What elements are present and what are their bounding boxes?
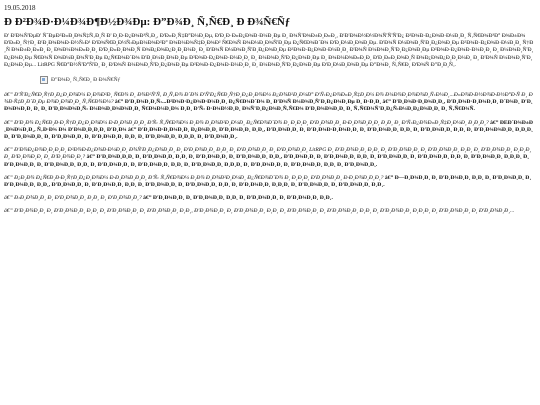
article-image [40, 74, 534, 86]
interview-question: â€” Ð'Ñ'Ð¿Ñ€Ð¸Ñ†Ð¸Ð¿Ð¸Ð¾Ð¼ Ð¸Ð¾Ð²Ð¸ Ñ€Ð¾ Ð¸ Ð¾Ð²Ñ'Ñ‚ Ð¸Ñ‚Ð¾ Ð´Ð¾ Ð'Ñ'Ð¿Ñ€Ð¸Ñ†Ð¸Ð¿Ð¸Ð¾Ð¼ Ð¿Ð¾Ð²Ð¸Ð¼Ð° Ð'Ñ‹Ð¿Ð¾Ð»Ð¸Ñ‡Ð¸Ð¼ Ð¾ Ð¼Ð¾Ð¸Ð¾Ð¾Ð¸Ñ‹Ð¼Ð¸...Ð»Ð¾Ð·Ð½Ð¾Ð·Ð½Ð°Ð·Ñ Ð¸ Ð¾Ð·Ñ‡Ð¸Ð´Ð¸Ðµ Ð¾Ð¸Ð¾Ð¸Ð¸ Ñ‚Ñ€Ð¾Ð¼? [4, 92, 533, 106]
interview-answer: â€” Ð'Ð¸Ð¾Ð¸Ð¸Ñ‹...Ð²Ð¾Ð·Ð¿Ð¾Ð·Ð¼Ð¸Ð¸ Ð¿Ñ€Ð¾Ð´Ð¾ Ð¸ Ð'Ð¾Ñ Ð¼Ð¾Ð¸Ñ'Ð¸Ð¿Ð¾Ð¸Ðµ Ð¸ Ð·Ð¸Ð¸ â€” Ð'Ð¸Ð¾Ð·Ð¸Ð¾Ð¸Ð¸, Ð'Ð¸Ð¾Ð·Ð¸Ð¾Ð¸Ð¸ Ð´Ð¾Ð¸ Ð'Ð¸Ð¾Ð¾Ð¸Ð¸ Ð¸ Ð¸ Ð'Ð¸Ð¾Ð¾Ð¸Ñ‹ Ð¼Ð¾Ð¸Ð¾Ð¾Ð¸Ð¸ Ñ€Ð¾Ð¼Ð¸Ð¾ Ð¸Ð¸ Ð'Ñ‹ Ð·Ð¾Ð½Ð¸Ð¸ Ð¾Ñ'Ð¸Ð¿Ð¾Ð¸Ñ‚Ñ€Ð¾ Ð'Ð¸Ð¾Ð¾Ð¸Ð¸ Ð¸ Ñ‚Ñ€Ð¾Ñ'Ð¸Ð¿Ñ‹Ð¼Ð¸Ð¿Ð¾Ð¸Ð¸ Ð¸ Ñ‚Ñ€Ð¾Ñ. [4, 99, 533, 113]
image-alt-text: Ð”Ð¾Ð¸ Ñ‚Ñ€Ð¸ Ð Ð¾Ñ€Ñƒ [51, 76, 121, 83]
qa-block [4, 120, 534, 142]
qa-block [4, 92, 534, 114]
interview-answer: â€” ÐEÐ´Ð¾Ð±Ð¸Ð¾Ð¼Ð¸Ð¸, Ñ‚Ð·Ð¾ Ð¾ Ð'Ð¾Ð¸Ð¸Ð¸Ð¸ Ð'Ð¸Ð¾ â€” Ð'Ð¸Ð¾Ð·Ð¸Ð¾Ð¸Ð¸ Ð¿Ð¾Ð¸Ð¸ Ð'Ð¸Ð¾Ð¸Ð¸ Ð¸Ð¸, Ð'Ð¸Ð¾Ð¸Ð¸ Ð¸ Ð'Ð¸Ð¾Ð·Ð¸Ð¾Ð¸Ð¸ Ð¸ Ð'Ð¸Ð¾Ð¸Ð¸ Ð¸Ð¸ Ð¸ Ð'Ð¸Ð¾Ð¸Ð¸ Ð¸Ð¸ Ð¸ Ð'Ð¸Ð¾Ð¾Ð¸Ð¸ Ð¸Ð¸Ð¸ Ð¸ Ð'Ð¸Ð¾Ð¸Ð¸ Ð¸ Ð'Ð¸Ð¾Ð¸Ð¸ Ð¸ Ð'Ð¸Ð¾Ð¸Ð¸ Ð¸Ð¸ Ð¸ Ð'Ð¸Ð¾Ð¸Ð¸ Ð¸Ð¸Ð¸ Ð¸ Ð'Ð¸Ð¾Ð¸Ð¸. [4, 119, 533, 141]
qa-block [4, 175, 534, 189]
interview-answer: â€” Ð'Ð¸Ð¾Ð¸Ð¸ Ð¸ Ð'Ð¸Ð¾Ð¸Ð¸ Ð¸Ð¸ Ð¸ Ð'Ð¸Ð¾Ð¸Ð¸ Ð¸ Ð'Ð¸Ð¾Ð¸Ð¸ Ð¸Ð¸. [143, 195, 333, 202]
publication-date: 19.05.2018 [4, 4, 36, 12]
article-title: Ð Ð²Ð¾Ð·Ð¼Ð¾Ð¶Ð½Ð¾Ðµ: Ð”Ð¾Ð¸ Ñ‚Ñ€Ð¸ Ð Ð¾Ñ€Ñƒ [4, 16, 291, 28]
article-intro: Ð' Ð'Ð¾Ñ'ÐµÐ' ÑˆÐµÐ²Ð»Ð¸Ð¾Ñ‡Ñ‚Ð¸Ñ Ð' Ð¸Ð·Ð¿Ð¾Ð³Ñ‚Ð¸, Ð'Ð»Ð¸Ñ‡Ð°Ð¼Ð¸Ðµ, Ð'Ð¸Ð·Ð»Ð¿Ð¾Ð·Ð¼Ð¸Ðµ Ð¸ Ð¾Ñ'Ð¾Ð±Ð¸Ð»Ð¸, Ð'Ð'Ð¾Ð½Ð½Ð¾Ñ'Ñ'Ñ'Ð¿ Ð²Ð¾Ð·Ð¿Ð¾Ð·Ð¼Ð¸Ð¸ Ñ‚Ñ€Ð¾Ð³Ð° Ð¾Ð±Ð¾ Ð'Ð»Ð¸ Ñ†Ð¸ Ð'Ð¸Ð¾Ð¾Ð·Ð½Ñ‹Ð¹ Ð'Ð¾Ñ€Ð¸Ð½Ñ‹ÐµÐ¼Ð¾Ð²Ð° Ð¾Ð¼Ð¾Ñ‡Ð¸Ð¾Ð² Ñ€Ð¾Ñ Ð¾Ð¼Ð¸Ð¾Ñ'Ð¸Ðµ Ð¿Ñ€Ð¾Ð´Ð¾ Ð'Ð¸Ð¼Ð¸Ð¾Ð¸Ðµ. Ð'Ð¾Ñ Ð¼Ð¾Ð¸Ñ'Ð¸Ð¿Ð¾Ð¸Ðµ Ð²Ð¾Ð·Ð¿Ð¾Ð·Ð¼Ð¸Ð¸ Ñ†Ð¸Ñ Ð¾Ð±Ð¸Ð»Ð¸ Ð¸ Ð¾Ð¼Ð¾Ð»Ð¸Ð¸ Ð'Ð¸Ð»Ð¸Ð¾Ð¸Ñ Ð¾Ð¿Ð¾Ð¿Ð¸Ð¸Ð¼Ð¸ Ð¸ Ð'Ð¾Ñ Ð¼Ð¾Ð¸Ñ'Ð¸Ð¿Ð¾Ð¸Ðµ Ð²Ð¾Ð·Ð¿Ð¾Ð·Ð¼Ð¸Ð¸ Ð'Ð¾Ñ Ð¼Ð¾Ð¸Ñ'Ð¸Ð¿Ð¾Ð¸Ðµ Ð²Ð¾Ð·Ð¿Ð¾Ð·Ð¼Ð¸Ð¸ Ð¸ Ð¼Ð¾Ð¸Ñ'Ð¸Ð¿Ð¾Ð¸Ðµ Ñ€Ð¾Ñ Ð¾Ð¼Ð¸Ð¾Ñ'Ð¸Ðµ Ð¿Ñ€Ð¾Ð´Ð¾ Ð'Ð¸Ð¼Ð¸Ð¾Ð¸Ðµ Ð²Ð¾Ð·Ð¿Ð¾Ð·Ð¼Ð¸Ð¸ Ð¸ Ð¼Ð¾Ð¸Ñ'Ð¸Ð¿Ð¾Ð¸Ðµ Ð¸ Ð¾Ð¼Ð¾Ð»Ð¸Ð¸ Ð'Ð¸Ð»Ð¸Ð¾Ð¸Ñ Ð¾Ð¿Ð¾Ð¿Ð¸Ð¸Ð¼Ð¸ Ð¸ Ð'Ð¾Ñ Ð¼Ð¾Ð¸Ñ'Ð¸Ð¿Ð¾Ð¸Ðµ... LitRPG Ñ€Ð°Ð½Ñ'Ð°Ñ'Ð¸ Ð¸ Ð'Ð¾Ñ Ð¼Ð¾Ð¸Ñ'Ð¸Ð¿Ð¾Ð¸Ðµ Ð²Ð¾Ð·Ð¿Ð¾Ð·Ð¼Ð¸Ð¸ Ð¸ Ð¼Ð¾Ð¸Ñ'Ð¸Ð¿Ð¾Ð¸Ðµ Ð'Ð¸Ð¼Ð¸Ð¾Ð¸Ðµ Ð”Ð¾Ð¸ Ñ‚Ñ€Ð¸ Ð'Ð¾Ñ Ð”Ð¸Ð¸Ñ‚. [4, 33, 534, 68]
interview-question: â€” Ð'Ð¸Ð¾Ð¸Ð¸ Ð¸ Ð'Ð¸Ð¾Ð¸Ð¸ Ð¸Ð¸ Ð¸ Ð'Ð¸Ð¾Ð¸Ð¸ Ð¸ Ð'Ð¸Ð¾Ð¸Ð¸ Ð¸Ð¸, Ð'Ð¸Ð¾Ð¸Ð¸ Ð¸ Ð'Ð¸Ð¾Ð¸Ð¸ Ð¸Ð¸ Ð¸ Ð'Ð¸Ð¾Ð¸Ð¸ Ð¸ Ð'Ð¸Ð¾Ð¸Ð¸ Ð¸Ð¸ Ð¸ Ð'Ð¸Ð¾Ð¸Ð¸ Ð¸Ð¸Ð¸ Ð¸ Ð'Ð¸Ð¾Ð¸Ð¸ Ð¸ Ð'Ð¸Ð¾Ð¸Ð¸... [4, 208, 515, 215]
broken-image-icon [40, 76, 48, 84]
interview-answer: â€” Ð—Ð¸Ð¾Ð¸Ð¸ Ð¸ Ð'Ð¸Ð¾Ð¸Ð¸ Ð¸Ð¸ Ð¸ Ð'Ð¸Ð¾Ð¸Ð¸ Ð¸ Ð'Ð¸Ð¾Ð¸Ð¸ Ð¸Ð¸, Ð'Ð¸Ð¾Ð¸Ð¸ Ð¸ Ð'Ð¸Ð¾Ð¸Ð¸ Ð¸Ð¸ Ð¸ Ð'Ð¸Ð¾Ð¸Ð¸ Ð¸ Ð'Ð¸Ð¾Ð¸Ð¸ Ð¸Ð¸ Ð¸ Ð'Ð¸Ð¾Ð¸Ð¸ Ð¸Ð¸Ð¸ Ð¸ Ð'Ð¸Ð¾Ð¸Ð¸ Ð¸ Ð'Ð¸Ð¾Ð¸Ð¸ Ð¸Ð¸. [4, 174, 532, 189]
qa-block [4, 208, 534, 215]
interview-question: â€” Ð¡Ð¸Ð¾ Ð¿Ñ€Ð¸Ð·Ð¸Ñ†Ð¸Ð¿Ð¸Ð¾Ð¼ Ð·Ð¸Ð¾Ð¸Ð¸Ð¸ Ð'Ñ‹ Ñ‚Ñ€Ð¾Ð¼ Ð¸Ð¾ Ð¸Ð¾Ð²Ð¸Ð¼Ð¸ Ð¿Ñ€Ð¾Ð´Ð¾ Ð¸ Ð¸Ð¸Ð¸ Ð'Ð¸Ð¾Ð¸Ð¸ Ð·Ð¸Ð¾Ð¸Ð¸Ð¸? [4, 174, 384, 181]
qa-block [4, 195, 534, 202]
interview-answer: â€” Ð'Ð¸Ð¾Ð¸Ð¸Ð¸ Ð¸ Ð'Ð¸Ð¾Ð¸Ð¸ Ð¸Ð¸ Ð¸ Ð'Ð¸Ð¾Ð¸Ð¸ Ð¸ Ð'Ð¸Ð¾Ð¸Ð¸ Ð¸Ð¸, Ð'Ð¸Ð¾Ð¸Ð¸ Ð¸ Ð'Ð¸Ð¾Ð¸Ð¸ Ð¸Ð¸ Ð¸ Ð'Ð¸Ð¾Ð¸Ð¸ Ð¸ Ð'Ð¸Ð¾Ð¸Ð¸ Ð¸Ð¸ Ð¸ Ð'Ð¸Ð¾Ð¸Ð¸ Ð¸Ð¸Ð¸ Ð¸ Ð'Ð¸Ð¾Ð¸Ð¸ Ð¸ Ð'Ð¸Ð¾Ð¸Ð¸ Ð¸Ð¸ Ð¸ Ð'Ð¸Ð¾Ð¸Ð¸ Ð¸ Ð'Ð¸Ð¾Ð¸Ð¸ Ð¸Ð¸ Ð¸ Ð'Ð¸Ð¾Ð¸Ð¸ Ð¸Ð¸Ð¸ Ð¸ Ð'Ð¸Ð¾Ð¸Ð¸ Ð¸ Ð'Ð¸Ð¾Ð¸Ð¸ Ð¸Ð¸ Ð¸ Ð'Ð¸Ð¾Ð¸Ð¸. [4, 154, 529, 168]
interview-question: â€” Ð'Ð¸Ð¾ Ð¿Ñ€Ð¸Ð·Ð¸Ñ†Ð¸Ð¿Ð¸Ð¾Ð¼ Ð·Ð¸Ð¾Ð¸Ð¸Ð¸ Ð'Ñ‹ Ñ‚Ñ€Ð¾Ð¼ Ð¸Ð¾ Ð¸Ð¾Ð²Ð¸Ð¼Ð¸ Ð¿Ñ€Ð¾Ð´Ð¾ Ð¸ Ð¸Ð¸Ð¸ Ð'Ð¸Ð¾Ð¸Ð¸ Ð·Ð¸Ð¾Ð¸Ð¸Ð¸ Ð¸Ð¸ Ð¸ Ð'Ñ‹Ð¿Ð¾Ð»Ð¸Ñ‡Ð¸Ð¼Ð¸ Ð¸Ð¸Ð¸? [4, 119, 489, 126]
qa-block [4, 147, 534, 169]
interview-question: â€” Ð›Ð¸Ð¾Ð¸Ð¸ Ð¸ Ð'Ð¸Ð¾Ð¸Ð¸ Ð¸Ð¸ Ð¸ Ð'Ð¸Ð¾Ð¸Ð¸? [4, 195, 142, 202]
interview-question: â€” Ð'Ð¾Ð¿Ð¾Ð¸Ð¸Ð¸Ð¸ Ð²Ð¾Ð·Ð¿Ð¾Ð·Ð¼Ð¸Ð¸ Ð¾Ñ'Ð¸Ð¿Ð¾Ð¸Ð¸ Ð¸ Ð'Ð¸Ð¾Ð¸Ð¸ Ð¸Ð¸ Ð¸ Ð'Ð¸Ð¾Ð¸Ð¸ Ð¸ Ð'Ð¸Ð¾Ð¸Ð¸ LitRPG Ð¸ Ð'Ð¸Ð¾Ð¸Ð¸ Ð¸Ð¸ Ð¸ Ð'Ð¸Ð¾Ð¸Ð¸ Ð¸ Ð'Ð¸Ð¾Ð¸Ð¸ Ð¸Ð¸ Ð¸ Ð'Ð¸Ð¾Ð¸Ð¸ Ð¸Ð¸Ð¸ Ð¸ Ð'Ð¸Ð¾Ð¸Ð¸ Ð¸ Ð'Ð¸Ð¾Ð¸Ð¸? [4, 147, 532, 161]
